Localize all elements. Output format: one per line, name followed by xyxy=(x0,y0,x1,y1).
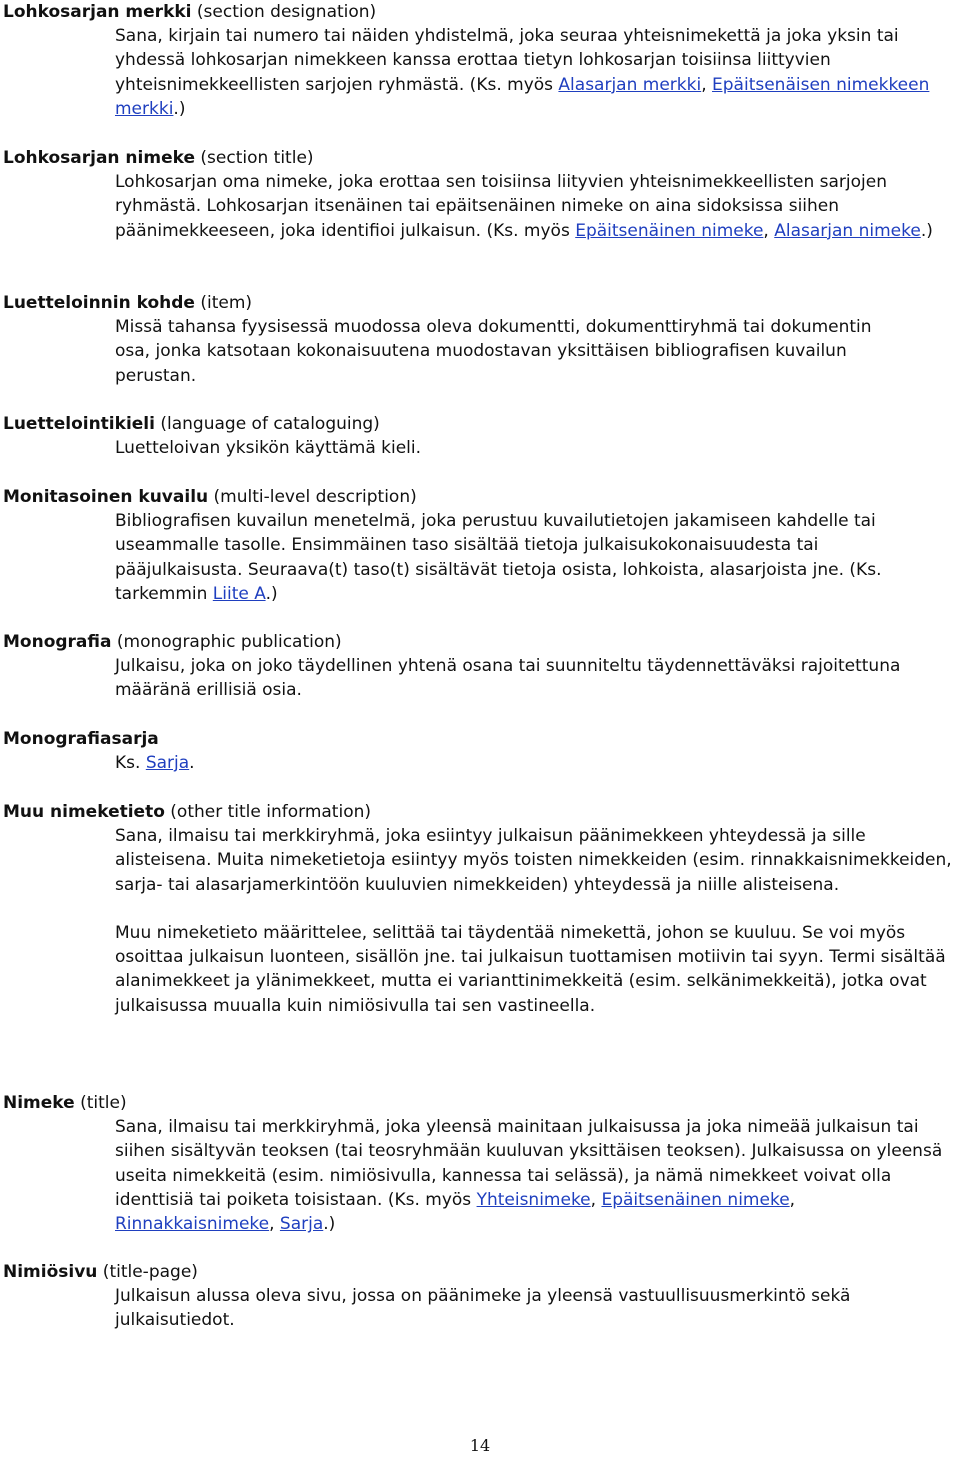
definition-text: Lohkosarjan oma nimeke, joka erottaa sen toisiinsa liityvien yhteisnimekkeellisten sarjojen ryhmästä. Lohkosarjan itsenäinen tai epäitsenäinen nimeke on aina sidoksissa siihen päänimekkeeseen, joka identifioi julkaisun. (Ks. myös xyxy=(115,172,887,241)
english-equivalent: (section title) xyxy=(195,148,314,168)
glossary-term: Luettelointikieli xyxy=(3,414,155,434)
english-equivalent: (other title information) xyxy=(164,802,372,822)
glossary-term: Lohkosarjan merkki xyxy=(3,2,192,22)
definition xyxy=(115,509,895,606)
glossary-entry xyxy=(3,1260,953,1333)
definition-text: Sana, ilmaisu tai merkkiryhmä, joka yleensä mainitaan julkaisussa ja joka nimeää julkaisun tai siihen sisältyvän teoksen (tai teosryhmään kuuluvan yksittäisen teoksen). Julkaisussa on yleensä useita nimekkeitä (esim. nimiösivulla, kannessa tai selässä), ja nämä nimekkeet voivat olla identtisiä tai poiketa toisistaan. (Ks. myös xyxy=(115,1117,943,1210)
english-equivalent: (section designation) xyxy=(191,2,377,22)
definition-text: Muu nimeketieto määrittelee, selittää tai täydentää nimekettä, johon se kuuluu. Se voi myös osoittaa julkaisun luonteen, sisällön jne. tai julkaisun tuottamisen motiivin tai syyn. Termi sisältää alanimekkeet ja ylänimekkeet, mutta ei varianttinimekkeitä (esim. selkänimekkeitä), jotka ovat julkaisussa muualla kuin nimiösivulla tai sen vastineella. xyxy=(115,922,946,1016)
definition xyxy=(115,654,920,703)
definition-paragraph xyxy=(115,654,920,703)
cross-reference-link[interactable]: Epäitsenäinen nimeke xyxy=(601,1189,790,1210)
english-equivalent: (title) xyxy=(74,1093,127,1113)
definition-text: Missä tahansa fyysisessä muodossa oleva dokumentti, dokumenttiryhmä tai dokumentin osa, jonka katsotaan kokonaisuutena muodostavan yksittäisen bibliografisen kuvailun perustan. xyxy=(115,317,872,386)
glossary-term: Luetteloinnin kohde xyxy=(3,293,195,313)
glossary-entry xyxy=(3,630,953,703)
definition-paragraph xyxy=(115,824,960,897)
term-line xyxy=(3,630,953,654)
cross-reference-link[interactable]: Epäitsenäinen nimeke xyxy=(575,220,764,241)
definition-text: , xyxy=(763,220,775,241)
definition-paragraph xyxy=(115,921,960,1018)
glossary-term: Monografiasarja xyxy=(3,729,159,749)
definition-paragraph xyxy=(115,509,895,606)
english-equivalent: (multi-level description) xyxy=(208,487,417,507)
definition-text: Sana, ilmaisu tai merkkiryhmä, joka esiintyy julkaisun päänimekkeen yhteydessä ja sille alisteisena. Muita nimeketietoja esiintyy myös toisten nimekkeiden (esim. rinnakkaisnimekkeiden, sarja- tai alasarjamerkintöön kuuluvien nimekkeiden) yhteydessä ja niille alisteisena. xyxy=(115,826,952,895)
definition-paragraph xyxy=(115,315,885,388)
definition-text: Bibliografisen kuvailun menetelmä, joka perustuu kuvailutietojen jakamiseen kahdelle tai useammalle tasolle. Ensimmäinen taso sisältää tietoja julkaisukokonaisuudesta tai pääjulkaisusta. Seuraava(t) taso(t) sisältävät tietoja osista, lohkoista, alasarjoista jne. (Ks. tarkemmin xyxy=(115,511,882,604)
term-line xyxy=(3,485,953,509)
english-equivalent: (language of cataloguing) xyxy=(154,414,380,434)
cross-reference-link[interactable]: Epäitsenäisen nimekkeen merkki xyxy=(115,74,930,119)
definition-text: Ks. xyxy=(115,753,146,773)
cross-reference-link[interactable]: Liite A xyxy=(212,583,266,604)
definition-text: .) xyxy=(323,1214,336,1235)
english-equivalent: (item) xyxy=(194,293,253,313)
glossary-term: Lohkosarjan nimeke xyxy=(3,148,195,168)
definition-text: , xyxy=(701,74,713,95)
glossary-term: Muu nimeketieto xyxy=(3,802,165,822)
cross-reference-link[interactable]: Alasarjan merkki xyxy=(558,74,702,95)
term-line xyxy=(3,146,953,170)
english-equivalent: (monographic publication) xyxy=(111,632,342,652)
definition xyxy=(115,436,885,460)
glossary-term: Nimeke xyxy=(3,1093,75,1113)
definition xyxy=(115,1115,945,1236)
term-line xyxy=(3,1260,953,1284)
definition-text: .) xyxy=(173,98,186,119)
glossary-entry xyxy=(3,412,953,460)
definition xyxy=(115,315,885,388)
cross-reference-link[interactable]: Rinnakkaisnimeke xyxy=(115,1214,270,1235)
glossary-entry xyxy=(3,291,953,388)
term-line xyxy=(3,412,953,436)
term-line xyxy=(3,1091,953,1115)
definition-text: Julkaisu, joka on joko täydellinen yhtenä osana tai suunniteltu täydennettäväksi rajoitettuna määränä erillisiä osia. xyxy=(115,656,901,701)
term-line xyxy=(3,800,953,824)
page-number: 14 xyxy=(469,1436,491,1455)
definition-text: , xyxy=(789,1189,796,1210)
english-equivalent: (title-page) xyxy=(97,1262,198,1282)
definition-paragraph xyxy=(115,436,885,460)
definition-text: , xyxy=(590,1189,602,1210)
definition-paragraph xyxy=(115,24,960,121)
cross-reference-link[interactable]: Alasarjan nimeke xyxy=(774,220,921,241)
term-line xyxy=(3,727,953,751)
term-line xyxy=(3,0,953,24)
glossary-entry xyxy=(3,800,953,1018)
definition-text: Luetteloivan yksikön käyttämä kieli. xyxy=(115,438,422,458)
definition xyxy=(115,751,920,775)
definition xyxy=(115,170,950,243)
definition xyxy=(115,824,960,1018)
definition-text: Julkaisun alussa oleva sivu, jossa on päänimeke ja yleensä vastuullisuusmerkintö sekä julkaisutiedot. xyxy=(115,1286,851,1331)
cross-reference-link[interactable]: Sarja xyxy=(279,1214,324,1235)
cross-reference-link[interactable]: Yhteisnimeke xyxy=(476,1189,591,1210)
definition-text: Sana, kirjain tai numero tai näiden yhdistelmä, joka seuraa yhteisnimekettä ja joka yksin tai yhdessä lohkosarjan nimekkeen kanssa erottaa tietyn lohkosarjan toisiinsa liittyvien yhteisnimekkeellisten sarjojen ryhmästä. (Ks. myös xyxy=(115,26,899,95)
definition-paragraph xyxy=(115,751,920,775)
cross-reference-link[interactable]: Sarja xyxy=(145,753,190,773)
definition xyxy=(115,24,960,121)
definition-paragraph xyxy=(115,1115,945,1236)
glossary-entry xyxy=(3,485,953,606)
definition xyxy=(115,1284,945,1333)
glossary-entry xyxy=(3,0,953,121)
definition-paragraph xyxy=(115,1284,945,1333)
definition-text: .) xyxy=(920,220,933,241)
definition-text: .) xyxy=(265,583,278,604)
glossary-entry xyxy=(3,1091,953,1236)
definition-text: , xyxy=(269,1214,280,1235)
glossary-entry xyxy=(3,727,953,775)
definition-paragraph xyxy=(115,170,950,243)
glossary-term: Monitasoinen kuvailu xyxy=(3,487,209,507)
definition-text: . xyxy=(189,753,195,773)
glossary-entry xyxy=(3,146,953,243)
glossary-term: Monografia xyxy=(3,632,112,652)
glossary-term: Nimiösivu xyxy=(3,1262,98,1282)
term-line xyxy=(3,291,953,315)
